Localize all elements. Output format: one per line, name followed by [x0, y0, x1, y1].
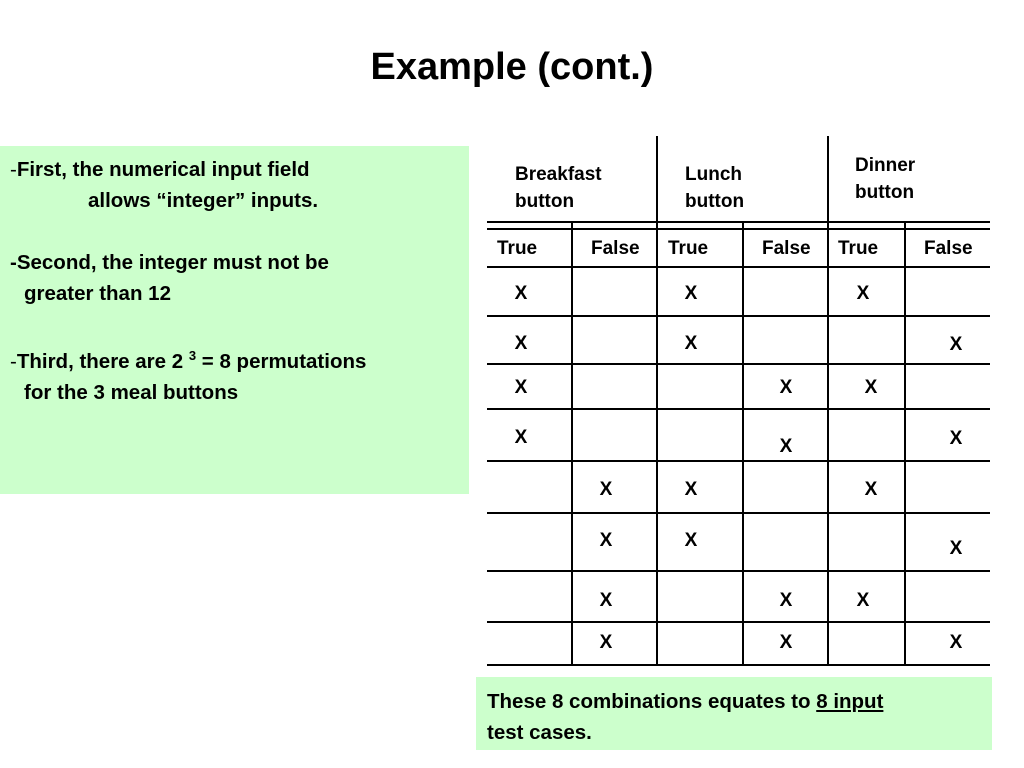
group-divider: [827, 136, 829, 222]
slide-title: Example (cont.): [370, 46, 654, 88]
table-cell-mark: X: [599, 479, 613, 500]
table-cell-mark: X: [514, 333, 528, 354]
header-divider: [487, 228, 990, 230]
table-cell-mark: X: [856, 590, 870, 611]
table-cell-mark: X: [949, 538, 963, 559]
table-cell-mark: X: [599, 530, 613, 551]
underlined-phrase: 8 input: [816, 690, 884, 713]
table-cell-mark: X: [949, 428, 963, 449]
row-divider: [487, 512, 990, 514]
table-cell-mark: X: [684, 530, 698, 551]
note-third-cont: for the 3 meal buttons: [24, 380, 239, 404]
column-divider: [571, 222, 573, 665]
table-cell-mark: X: [856, 283, 870, 304]
summary-box: These 8 combinations equates to 8 input test cases.: [476, 677, 992, 750]
table-cell-mark: X: [779, 632, 793, 653]
group-divider: [656, 136, 658, 222]
table-cell-mark: X: [779, 436, 793, 457]
table-cell-mark: X: [684, 333, 698, 354]
row-divider: [487, 408, 990, 410]
table-cell-mark: X: [514, 283, 528, 304]
table-cell-mark: X: [514, 427, 528, 448]
note-first-cont: allows “integer” inputs.: [88, 189, 319, 212]
table-cell-mark: X: [779, 590, 793, 611]
table-cell-mark: X: [864, 377, 878, 398]
row-divider: [487, 570, 990, 572]
table-cell-mark: X: [514, 377, 528, 398]
table-cell-mark: X: [684, 479, 698, 500]
meal-header-dinner: Dinner button: [855, 155, 916, 203]
column-divider: [904, 222, 906, 665]
table-cell-mark: X: [864, 479, 878, 500]
row-divider: [487, 664, 990, 666]
note-third: -Third, there are 2 $^3$ = 8 permutations: [10, 348, 367, 373]
table-cell-mark: X: [949, 334, 963, 355]
row-divider: [487, 621, 990, 623]
column-header: False: [762, 238, 811, 259]
column-header: True: [838, 238, 879, 259]
meal-header-lunch: Lunch button: [685, 164, 745, 212]
table-cell-mark: X: [599, 590, 613, 611]
row-divider: [487, 266, 990, 268]
column-header: True: [497, 238, 538, 259]
column-divider: [656, 222, 658, 665]
table-cell-mark: X: [779, 377, 793, 398]
note-second-cont: greater than 12: [24, 282, 171, 305]
meal-header-breakfast: Breakfast button: [515, 164, 602, 212]
table-cell-mark: X: [684, 283, 698, 304]
row-divider: [487, 363, 990, 365]
column-header: False: [924, 238, 973, 259]
column-divider: [827, 222, 829, 665]
column-divider: [742, 222, 744, 665]
table-cell-mark: X: [949, 632, 963, 653]
row-divider: [487, 315, 990, 317]
column-header: True: [668, 238, 709, 259]
note-second: -Second, the integer must not be: [10, 251, 329, 274]
header-divider: [487, 221, 990, 223]
column-header: False: [591, 238, 640, 259]
note-first: -First, the numerical input field: [10, 158, 310, 181]
row-divider: [487, 460, 990, 462]
table-cell-mark: X: [599, 632, 613, 653]
notes-box: [0, 146, 469, 494]
